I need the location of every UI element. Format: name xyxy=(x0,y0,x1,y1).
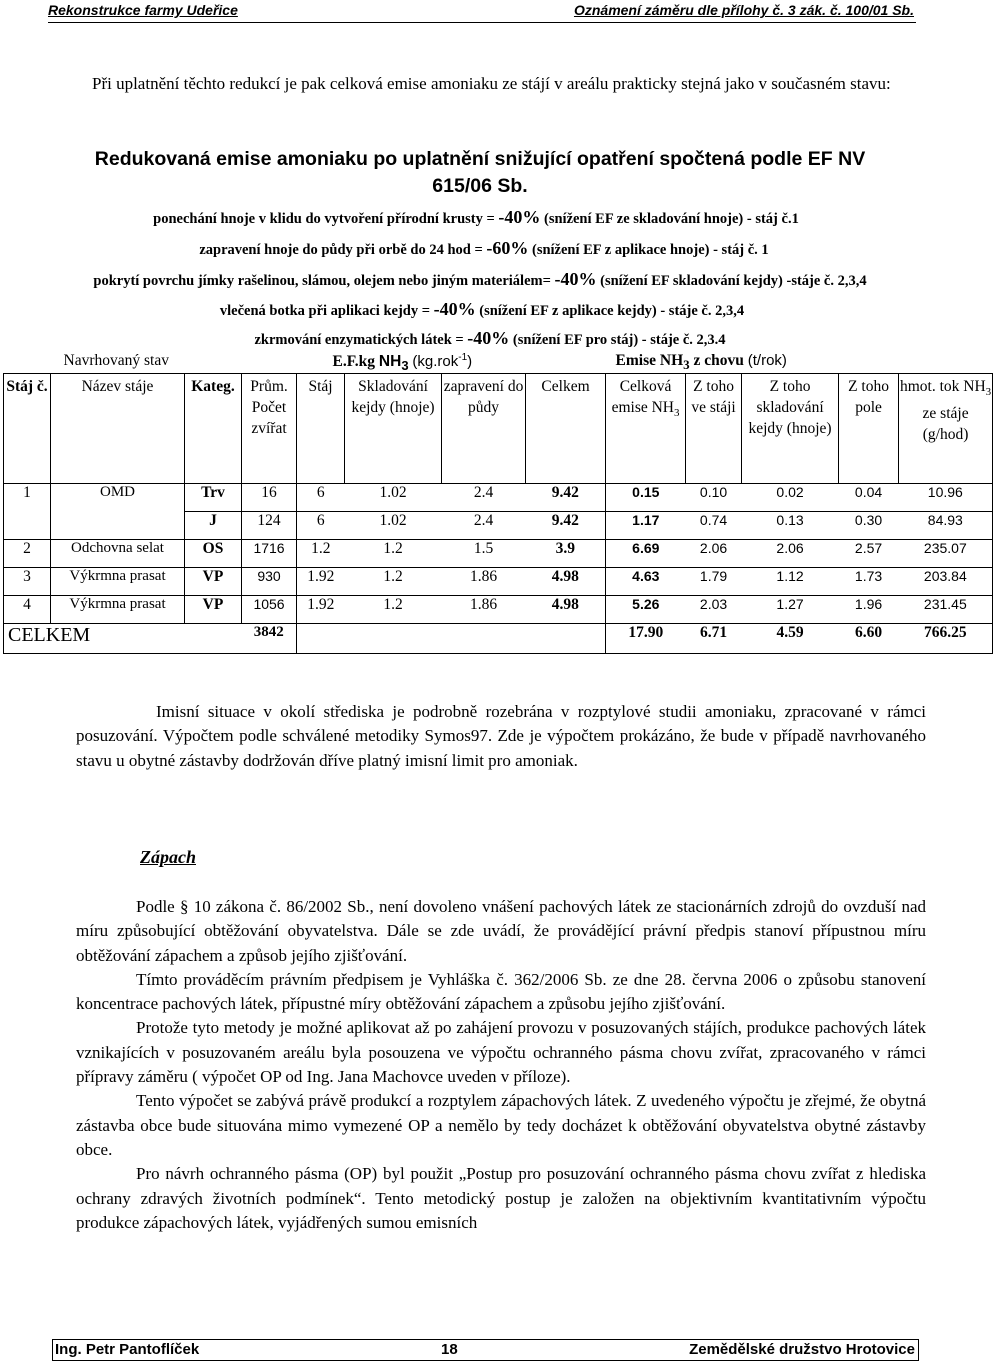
footer-page-number: 18 xyxy=(441,1341,458,1358)
header-document-type: Oznámení záměru dle přílohy č. 3 zák. č. 100/01 Sb. xyxy=(573,2,914,18)
section-title-line1: Redukovaná emise amoniaku po uplatnění snižující opatření spočtená podle EF NV xyxy=(94,148,866,170)
group-ef-header: E.F.kg $NH_3$ (kg.rok$^{-1}$) xyxy=(332,352,473,374)
col-hmotnostni-tok: hmot. tok $NH_3$ ze stáje (g/hod) xyxy=(899,374,993,484)
measure-4: vlečená botka při aplikaci kejdy = -40% (snížení EF z aplikace kejdy) - stáje č. 2,3,4 xyxy=(219,299,745,319)
zapach-heading: Zápach xyxy=(140,847,196,867)
footer-author: Ing. Petr Pantoflíček xyxy=(55,1341,200,1358)
emission-table xyxy=(3,352,993,654)
zapach-body: Podle § 10 zákona č. 86/2002 Sb., není dovoleno vnášení pachových látek ze stacionárních zdrojů do ovzduší nad míru způsobující obtěžování obyvatelstva. Dále se zde uvádí, že provádějící právní předpis stanoví přípustnou míru obtěžování zápachem a způsob jejího zjišťování. Tímto prováděcím právním předpisem je Vyhláška č. 362/2006 Sb. ze dne 28. června 2006 o způsobu stanovení koncentrace pachových látek, přípustné míry obtěžování zápachem a způsobu jejího zjišťování. Protože tyto metody je možné aplikovat až po zahájení provozu v posuzovaných stájích, produkce pachových látek vznikajících v posuzovaném areálu byla posouzena ve výpočtu ochranného pásma chovu zvířat, zpracovaného v rámci přípravy záměru ( výpočet OP od Ing. Jana Machovce uveden v příloze). Tento výpočet se zabývá právě produkcí a rozptylem zápachových látek. Z uvedeného výpočtu je zřejmé, že obytná zástavba obce bude situována mimo vymezené OP a nemělo by tedy docházet k obtěžování obyvatelstva obytné zástavby obce. Pro návrh ochranného pásma (OP) byl použit „Postup pro posuzování ochranného pásma chovu zvířat z hlediska ochrany zdravých životních podmínek“. Tento metodický postup je založen na objektivním kvantitativním výpočtu produkce zápachových látek, vyjádřených sumou emisních xyxy=(76,897,927,1232)
table-row: 1 OMD Trv 16 6 1.02 2.4 9.42 0.15 0.10 0.02 0.04 10.96 xyxy=(4,484,993,512)
col-prumerny-pocet: Prům. Počet zvířat xyxy=(242,374,297,484)
page-header xyxy=(48,2,916,23)
col-z-toho-pole: Z toho pole xyxy=(839,374,899,484)
footer-organization: Zemědělské družstvo Hrotovice xyxy=(689,1341,915,1358)
col-ef-staj: Stáj xyxy=(297,374,345,484)
table-row: J 124 6 1.02 2.4 9.42 1.17 0.74 0.13 0.30 84.93 xyxy=(4,512,993,540)
col-z-toho-skladovani: Z toho skladování kejdy (hnoje) xyxy=(742,374,839,484)
section-title-line2: 615/06 Sb. xyxy=(432,175,528,197)
header-project-title: Rekonstrukce farmy Udeřice xyxy=(48,2,238,18)
measure-1: ponechání hnoje v klidu do vytvoření přírodní krusty = -40% (snížení EF ze skladování hnoje) - stáj č.1 xyxy=(153,207,799,227)
col-ef-zapraveni: zapravení do půdy xyxy=(442,374,526,484)
col-z-toho-ve-staji: Z toho ve stáji xyxy=(686,374,742,484)
measure-5: zkrmování enzymatických látek = -40% (snížení EF pro stáj) - stáje č. 2,3.4 xyxy=(254,328,726,348)
table-row: 3 Výkrmna prasat VP 930 1.92 1.2 1.86 4.98 4.63 1.79 1.12 1.73 203.84 xyxy=(4,568,993,596)
col-nazev-staje: Název stáje xyxy=(51,374,185,484)
col-ef-skladovani: Skladování kejdy (hnoje) xyxy=(345,374,442,484)
group-navrhovany-stav: Navrhovaný stav xyxy=(63,352,169,369)
group-emise-header: Emise $NH_3$ z chovu (t/rok) xyxy=(615,352,787,373)
measure-2: zapravení hnoje do půdy při orbě do 24 hod = -60% (snížení EF z aplikace hnoje) - stáj č. 1 xyxy=(199,238,769,258)
intro-paragraph: Při uplatnění těchto redukcí je pak celková emise amoniaku ze stájí v areálu prakticky stejná jako v současném stavu: xyxy=(92,74,891,93)
table-row: 4 Výkrmna prasat VP 1056 1.92 1.2 1.86 4.98 5.26 2.03 1.27 1.96 231.45 xyxy=(4,596,993,624)
col-ef-celkem: Celkem xyxy=(526,374,606,484)
table-total-row: CELKEM 3842 17.90 6.71 4.59 6.60 766.25 xyxy=(4,624,993,654)
imisni-situace-paragraph: Imisní situace v okolí střediska je podrobně rozebrána v rozptylové studii amoniaku, zpracované v rámci posuzování. Výpočtem podle schválené metodiky Symos97. Zde je výpočtem prokázáno, že bude v případě navrhovaného stavu u obytné zástavby dodržován dříve platný imisní limit pro amoniak. xyxy=(76,702,926,770)
col-kategorie: Kateg. xyxy=(185,374,242,484)
measure-3: pokrytí povrchu jímky rašelinou, slámou, olejem nebo jiným materiálem= -40% (snížení EF skladování kejdy) -stáje č. 2,3,4 xyxy=(93,269,867,289)
col-staj-c: Stáj č. xyxy=(4,374,51,484)
page-footer xyxy=(52,1339,919,1361)
col-celkova-emise: Celková emise $NH_3$ xyxy=(606,374,686,484)
table-row: 2 Odchovna selat OS 1716 1.2 1.2 1.5 3.9 6.69 2.06 2.06 2.57 235.07 xyxy=(4,540,993,568)
